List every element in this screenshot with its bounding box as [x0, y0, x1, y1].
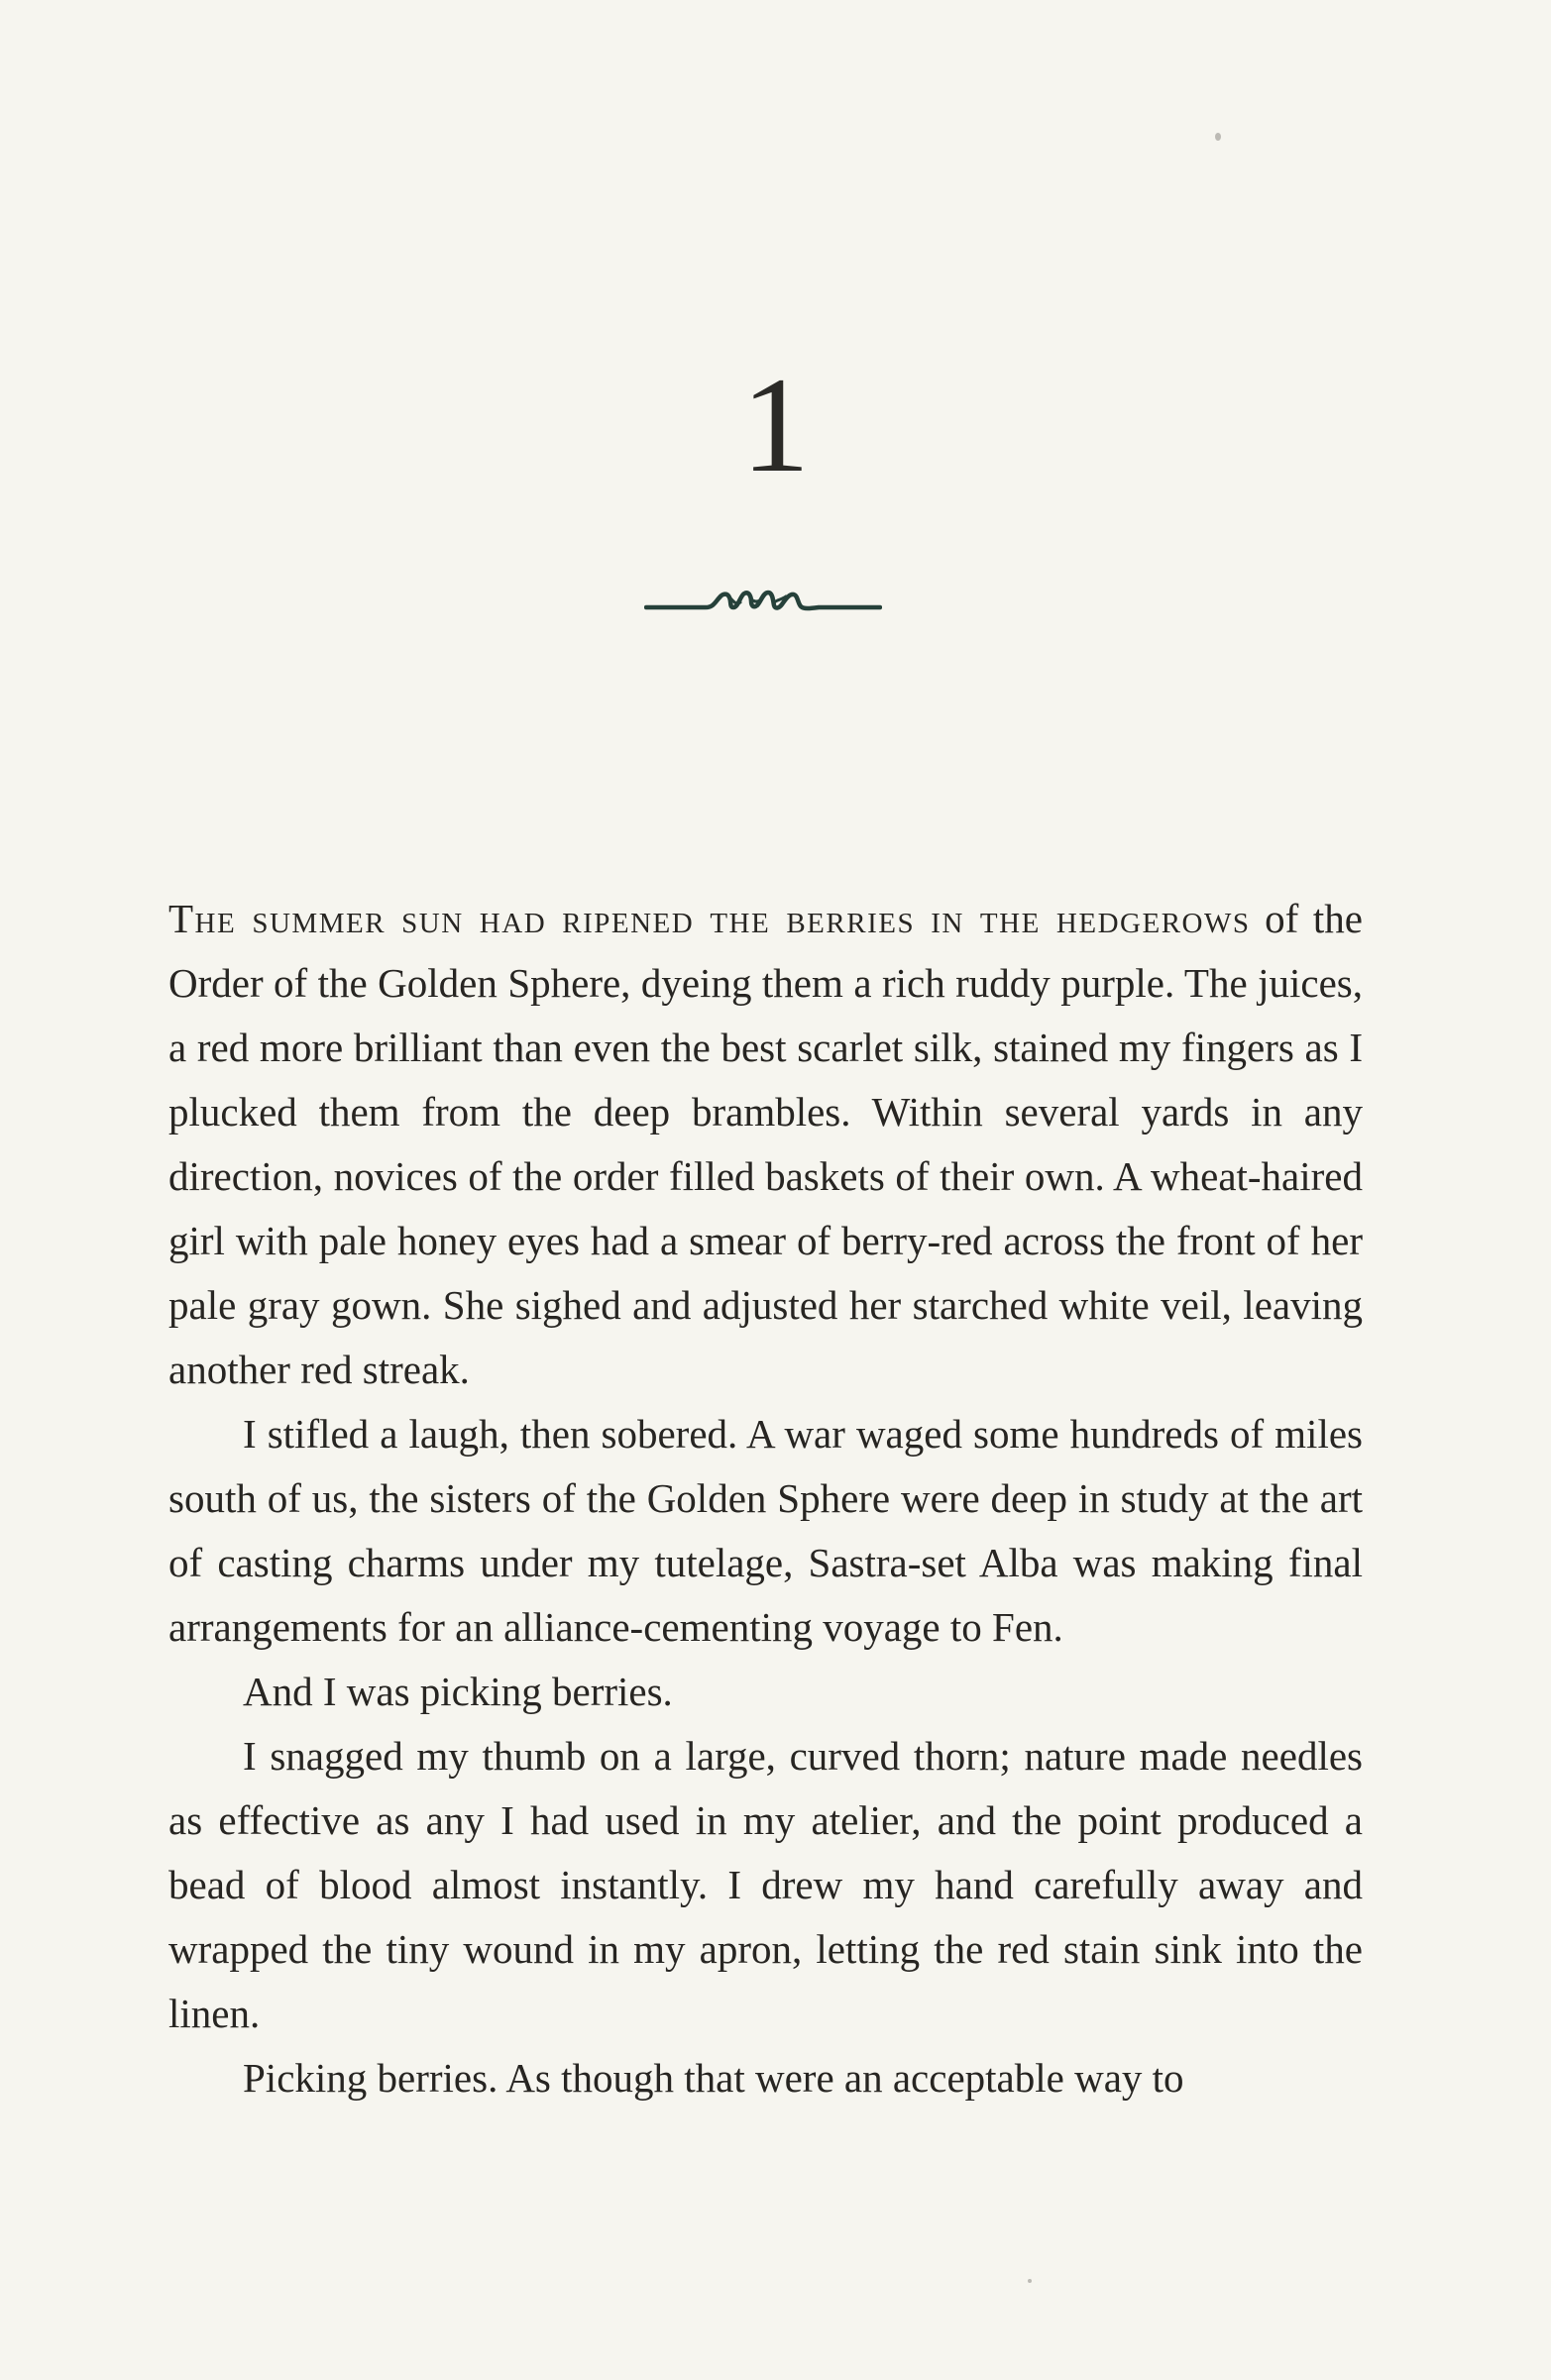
- scan-speck: [1028, 2279, 1032, 2283]
- paragraph-war: I stifled a laugh, then sobered. A war waged some hundreds of miles south of us, the sisters of the Golden Sphere were deep in study at the art of casting charms under my tutelage, Sastra-set Alba was making final arrangements for an alliance-cementing voyage to Fen.: [168, 1411, 1363, 1650]
- chapter-ornament: [644, 581, 882, 622]
- opening-paragraph: [168, 887, 1363, 1402]
- paragraph-continuation: Picking berries. As though that were an acceptable way to: [243, 2055, 1184, 2101]
- opening-paragraph-body: of the Order of the Golden Sphere, dyeing them a rich ruddy purple. The juices, a red more brilliant than even the best scarlet silk, stained my fingers as I plucked them from the deep brambles. Within several yards in any direction, novices of the order filled baskets of their own. A wheat-haired girl with pale honey eyes had a smear of berry-red across the front of her pale gray gown. She sighed and adjusted her starched white veil, leaving another red streak.: [168, 896, 1363, 1392]
- opening-smallcaps: The summer sun had ripened the berries in the hedgerows: [168, 896, 1251, 941]
- paragraph-picking: And I was picking berries.: [243, 1669, 673, 1714]
- chapter-text: [168, 887, 1363, 2110]
- chapter-number: 1: [741, 349, 810, 500]
- scan-speck: [1215, 133, 1221, 141]
- paragraph-thorn: I snagged my thumb on a large, curved thorn; nature made needles as effective as any I had used in my atelier, and the point produced a bead of blood almost instantly. I drew my hand carefully away and wrapped the tiny wound in my apron, letting the red stain sink into the linen.: [168, 1733, 1363, 2036]
